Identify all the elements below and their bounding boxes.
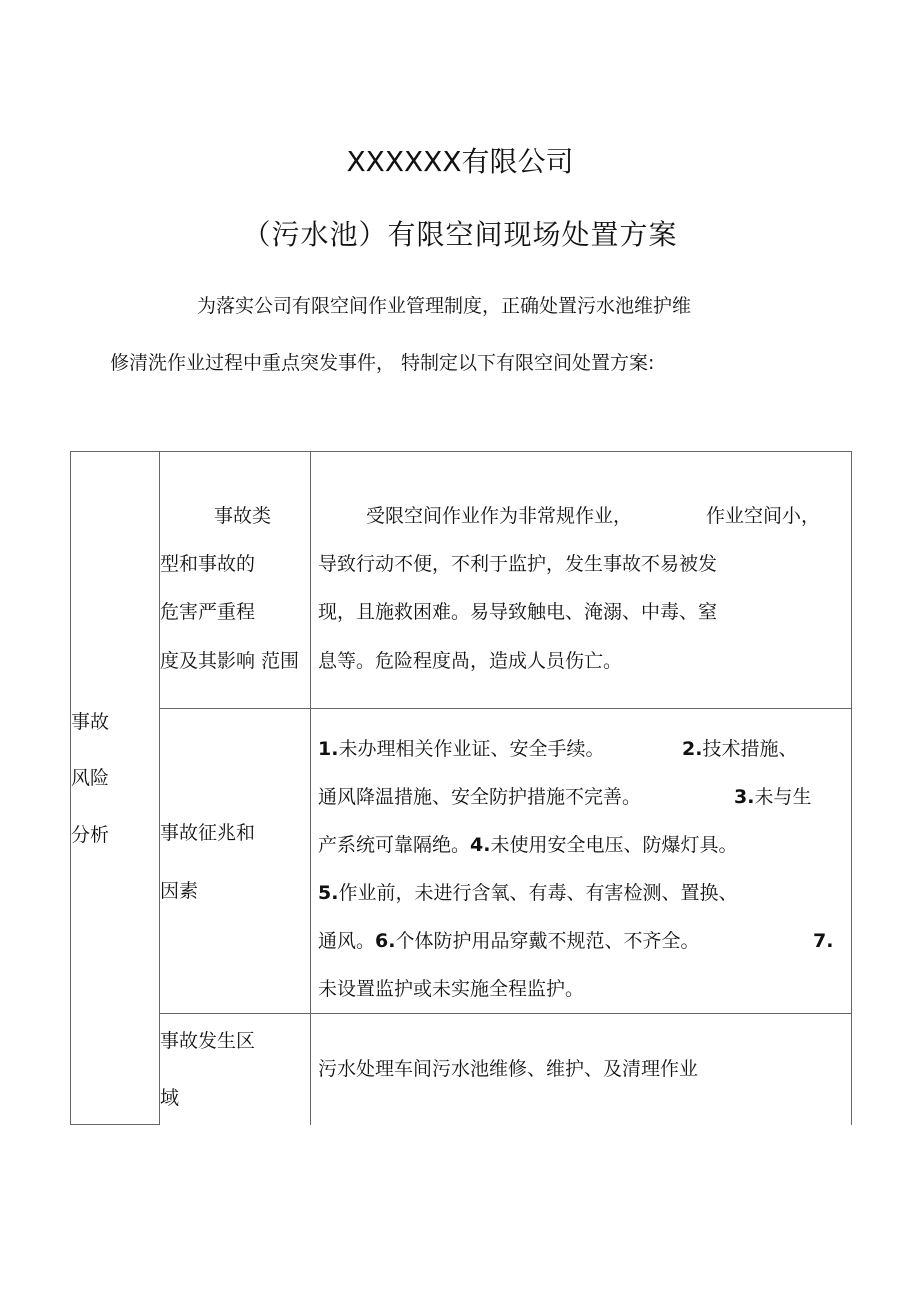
document-title: XXXXXX有限公司 xyxy=(346,145,574,178)
table-border-top xyxy=(70,451,852,452)
row2-item-5-cont xyxy=(318,929,699,953)
table-row-divider-1 xyxy=(159,708,852,709)
row2-item-5 xyxy=(318,881,737,905)
section-label-line-1: 事故 xyxy=(71,711,110,733)
row2-header-line-1: 事故征兆和 xyxy=(160,822,256,844)
document-subtitle: （污水池）有限空间现场处置方案 xyxy=(242,218,678,251)
intro-line-1: 为落实公司有限空间作业管理制度，正确处置污水池维护维 xyxy=(197,295,692,317)
row1-header-line-4: 度及其影响 范围 xyxy=(160,650,300,672)
row2-item-1 xyxy=(318,737,604,761)
item-number: 5. xyxy=(318,882,339,904)
row2-header-line-2: 因素 xyxy=(160,880,199,902)
row3-header-line-2: 域 xyxy=(160,1087,180,1109)
item-text: 产系统可靠隔绝。 xyxy=(318,834,471,856)
row3-header-line-1: 事故发生区 xyxy=(160,1030,256,1052)
item-number: 6. xyxy=(375,930,396,952)
section-label-line-3: 分析 xyxy=(71,824,110,846)
row1-content-line-1b: 作业空间小， xyxy=(706,505,821,527)
row2-item-2 xyxy=(682,737,797,761)
section-label-line-2: 风险 xyxy=(71,767,110,789)
item-number: 2. xyxy=(682,738,703,760)
row1-header-line-3: 危害严重程 xyxy=(160,601,256,623)
row2-item-3 xyxy=(734,785,811,809)
row2-item-7: 7. xyxy=(813,930,834,952)
row1-header-line-1: 事故类 xyxy=(214,505,272,527)
table-border-bottom-left xyxy=(70,1124,160,1125)
table-col-divider-2 xyxy=(310,451,311,1125)
item-text: 技术措施、 xyxy=(702,738,798,760)
row1-content-line-2: 导致行动不便，不利于监护，发生事故不易被发 xyxy=(318,553,718,575)
row2-item-3-cont xyxy=(318,833,737,857)
row2-item-7-cont: 未设置监护或未实施全程监护。 xyxy=(318,978,585,1000)
item-number: 1. xyxy=(318,738,339,760)
item-text: 未使用安全电压、防爆灯具。 xyxy=(490,834,738,856)
row1-content-line-1a: 受限空间作业作为非常规作业， xyxy=(366,505,633,527)
item-text: 未办理相关作业证、安全手续。 xyxy=(338,738,605,760)
item-number: 3. xyxy=(734,786,755,808)
row1-content-line-4: 息等。危险程度咼，造成人员伤亡。 xyxy=(318,650,623,672)
item-text: 作业前，未进行含氧、有毒、有害检测、置换、 xyxy=(338,882,738,904)
row3-content-line-1: 污水处理车间污水池维修、维护、及清理作业 xyxy=(318,1058,699,1080)
table-border-right xyxy=(851,451,852,1125)
item-text: 通风。 xyxy=(318,930,376,952)
table-row-divider-2 xyxy=(159,1013,852,1014)
row2-item-2-cont: 通风降温措施、安全防护措施不完善。 xyxy=(318,786,642,808)
item-number: 4. xyxy=(470,834,491,856)
row1-content-line-3: 现，且施救困难。易导致触电、淹溺、中毒、窒 xyxy=(318,601,718,623)
item-text: 未与生 xyxy=(754,786,812,808)
item-text: 个体防护用品穿戴不规范、不齐全。 xyxy=(395,930,700,952)
intro-line-2: 修清洗作业过程中重点突发事件， 特制定以下有限空间处置方案: xyxy=(110,352,655,374)
row1-header-line-2: 型和事故的 xyxy=(160,553,256,575)
